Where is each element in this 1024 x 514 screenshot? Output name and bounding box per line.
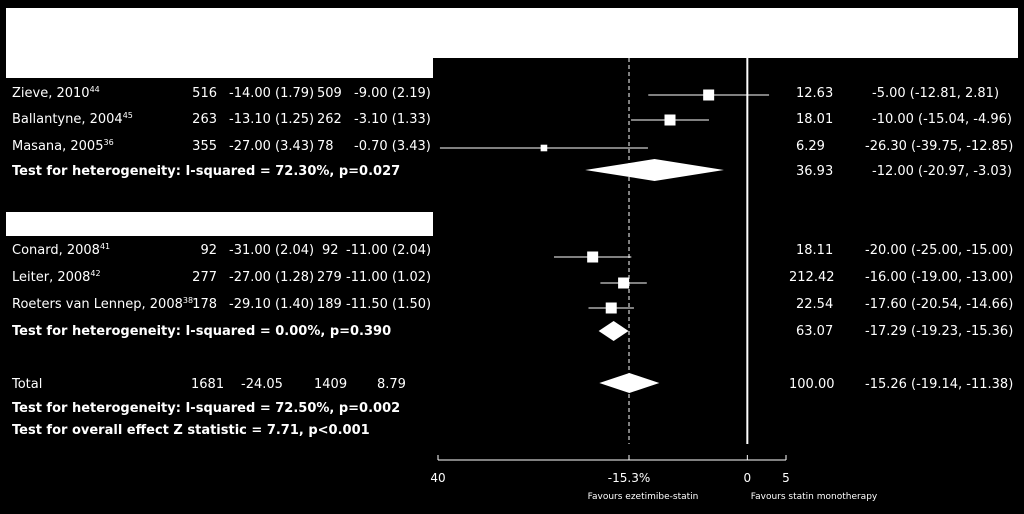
n1-value: 516 — [192, 86, 217, 101]
weight-value: 6.29 — [796, 139, 825, 154]
m1-value: -27.00 (3.43) — [229, 139, 315, 154]
subtotal-weight: 36.93 — [796, 164, 834, 179]
n2-value: 78 — [317, 139, 334, 154]
study-marker — [665, 115, 676, 126]
m1-value: -14.00 (1.79) — [229, 86, 315, 101]
weight-value: 18.01 — [796, 112, 834, 127]
heterogeneity-text: Test for heterogeneity: I-squared = 0.00%, p=0.390 — [12, 324, 392, 339]
n2-value: 92 — [322, 243, 339, 258]
study-ref: 44 — [89, 85, 100, 94]
subtotal-diamond — [599, 321, 629, 341]
study-name: Zieve, 2010 — [12, 86, 90, 101]
study-ref: 42 — [90, 269, 101, 278]
weight-value: 18.11 — [796, 243, 834, 258]
favours-right-label: Favours statin monotherapy — [750, 492, 878, 502]
total-weight: 100.00 — [789, 377, 835, 392]
n2-value: 509 — [317, 86, 342, 101]
x-tick-label: 5 — [782, 471, 790, 485]
ci-value: -10.00 (-15.04, -4.96) — [872, 112, 1012, 127]
study-marker — [587, 252, 598, 263]
total-m2: 8.79 — [377, 377, 406, 392]
weight-value: 12.63 — [796, 86, 834, 101]
study-marker — [541, 145, 548, 152]
m1-value: -27.00 (1.28) — [229, 270, 315, 285]
total-heterogeneity-text: Test for heterogeneity: I-squared = 72.50%, p=0.002 — [12, 401, 401, 416]
n2-value: 262 — [317, 112, 342, 127]
total-n1: 1681 — [191, 377, 225, 392]
study-name: Conard, 2008 — [12, 243, 100, 258]
overall-effect-text: Test for overall effect Z statistic = 7.71, p<0.001 — [12, 423, 370, 438]
ci-value: -20.00 (-25.00, -15.00) — [865, 243, 1014, 258]
study-ref: 38 — [182, 296, 194, 305]
study-name: Leiter, 2008 — [12, 270, 91, 285]
weight-value: 212.42 — [789, 270, 835, 285]
n2-value: 189 — [317, 297, 342, 312]
study-name: Ballantyne, 2004 — [12, 112, 123, 127]
m2-value: -11.00 (2.04) — [346, 243, 432, 258]
study-marker — [703, 90, 714, 101]
x-tick-label: 0 — [743, 471, 752, 485]
m1-value: -13.10 (1.25) — [229, 112, 315, 127]
m2-value: -11.50 (1.50) — [346, 297, 432, 312]
m2-value: -11.00 (1.02) — [346, 270, 432, 285]
total-label: Total — [12, 377, 43, 392]
heterogeneity-text: Test for heterogeneity: I-squared = 72.30%, p=0.027 — [12, 164, 401, 179]
n1-value: 92 — [200, 243, 217, 258]
n2-value: 279 — [317, 270, 342, 285]
m2-value: -0.70 (3.43) — [354, 139, 431, 154]
m2-value: -9.00 (2.19) — [354, 86, 431, 101]
study-name: Roeters van Lennep, 2008 — [12, 297, 183, 312]
n1-value: 178 — [192, 297, 217, 312]
m1-value: -31.00 (2.04) — [229, 243, 315, 258]
total-m1: -24.05 — [241, 377, 283, 392]
study-name: Masana, 2005 — [12, 139, 104, 154]
n1-value: 277 — [192, 270, 217, 285]
subtotal-ci: -12.00 (-20.97, -3.03) — [872, 164, 1012, 179]
study-ref: 45 — [122, 111, 133, 120]
ci-value: -17.60 (-20.54, -14.66) — [865, 297, 1014, 312]
favours-left-label: Favours ezetimibe-statin — [587, 492, 699, 502]
study-ref: 36 — [103, 138, 114, 147]
study-ref: 41 — [99, 242, 111, 251]
subtotal-ci: -17.29 (-19.23, -15.36) — [865, 324, 1014, 339]
study-marker — [618, 278, 629, 289]
ci-value: -5.00 (-12.81, 2.81) — [872, 86, 1000, 101]
subtotal-diamond — [585, 159, 724, 181]
ci-value: -16.00 (-19.00, -13.00) — [865, 270, 1014, 285]
study-marker — [606, 303, 617, 314]
subtotal-weight: 63.07 — [796, 324, 834, 339]
m1-value: -29.10 (1.40) — [229, 297, 315, 312]
total-diamond — [599, 373, 659, 393]
total-ci: -15.26 (-19.14, -11.38) — [865, 377, 1014, 392]
m2-value: -3.10 (1.33) — [354, 112, 431, 127]
n1-value: 355 — [192, 139, 217, 154]
ci-value: -26.30 (-39.75, -12.85) — [865, 139, 1014, 154]
n1-value: 263 — [192, 112, 217, 127]
x-tick-label: -15.3% — [607, 471, 651, 485]
total-n2: 1409 — [314, 377, 348, 392]
x-tick-label: 40 — [430, 471, 446, 485]
weight-value: 22.54 — [796, 297, 834, 312]
